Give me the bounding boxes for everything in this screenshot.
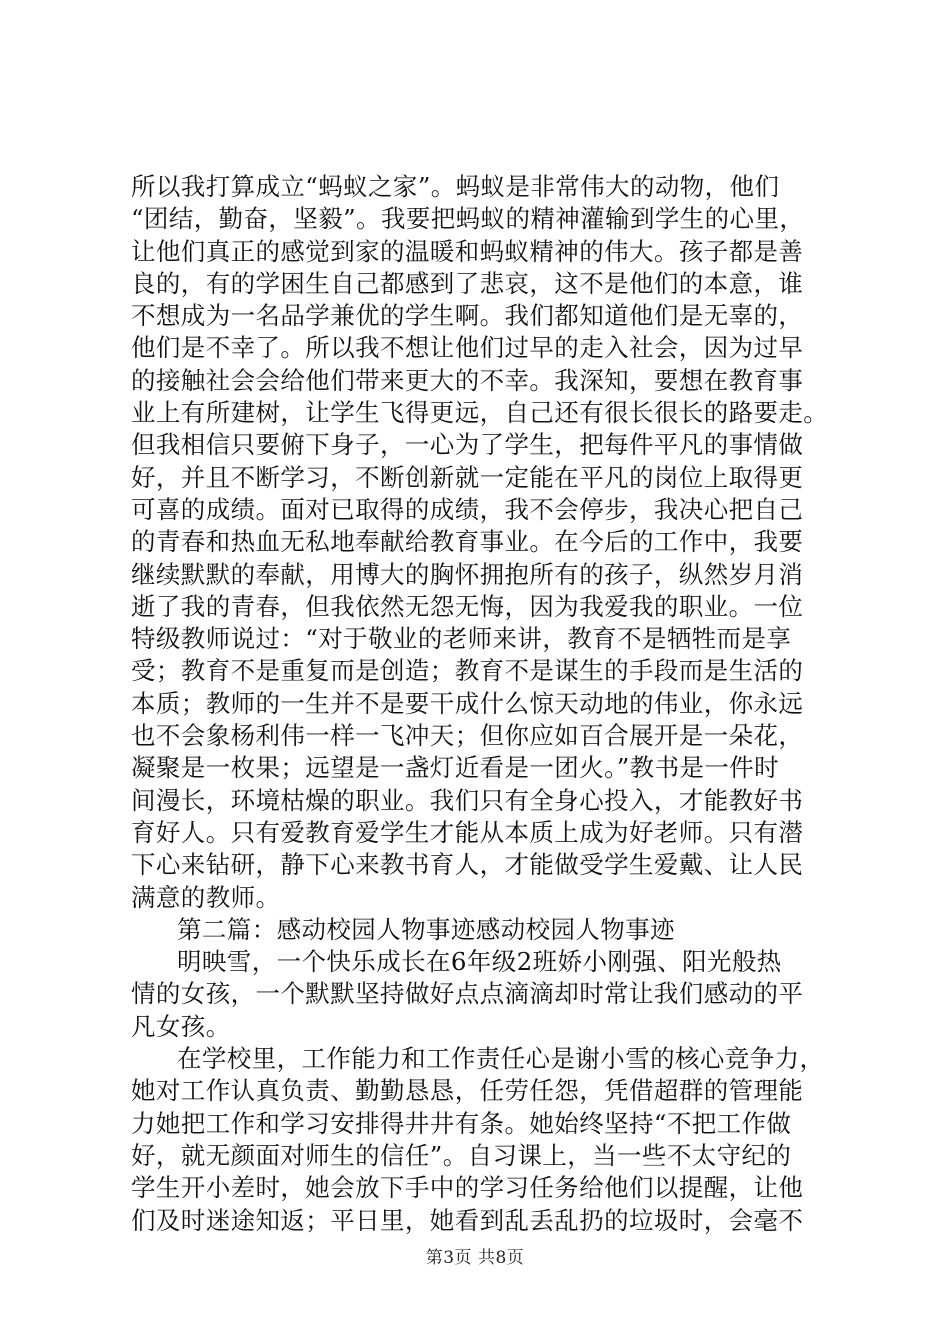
text-line: 她对工作认真负责、勤勤恳恳，任劳任怨，凭借超群的管理能 bbox=[131, 1076, 804, 1106]
text-line: 所以我打算成立“蚂蚁之家”。蚂蚁是非常伟大的动物，他们 bbox=[131, 172, 780, 201]
text-line: 明映雪，一个快乐成长在6年级2班娇小刚强、阳光般热 bbox=[177, 947, 782, 977]
text-line: 情的女孩，一个默默坚持做好点点滴滴却时常让我们感动的平 bbox=[131, 979, 804, 1009]
text-line: 第二篇：感动校园人物事迹感动校园人物事迹 bbox=[177, 914, 675, 944]
text-line: 让他们真正的感觉到家的温暖和蚂蚁精神的伟大。孩子都是善 bbox=[131, 236, 804, 266]
text-line: 逝了我的青春，但我依然无怨无悔，因为我爱我的职业。一位 bbox=[131, 591, 804, 621]
text-line: 好，就无颜面对师生的信任”。自习课上，当一些不太守纪的 bbox=[131, 1140, 792, 1170]
text-line: 下心来钻研，静下心来教书育人，才能做受学生爱戴、让人民 bbox=[131, 850, 804, 880]
text-line: 良的，有的学困生自己都感到了悲哀，这不是他们的本意，谁 bbox=[131, 268, 804, 298]
text-line: 间漫长，环境枯燥的职业。我们只有全身心投入，才能教好书 bbox=[131, 785, 804, 815]
text-line: “团结，勤奋，坚毅”。我要把蚂蚁的精神灌输到学生的心里， bbox=[131, 204, 805, 234]
text-line: 们及时迷途知返；平日里，她看到乱丢乱扔的垃圾时，会毫不 bbox=[131, 1205, 804, 1235]
text-line: 满意的教师。 bbox=[131, 882, 281, 912]
text-line: 学生开小差时，她会放下手中的学习任务给他们以提醒，让他 bbox=[131, 1173, 804, 1203]
text-line: 力她把工作和学习安排得井井有条。她始终坚持“不把工作做 bbox=[131, 1108, 792, 1138]
text-line: 不想成为一名品学兼优的学生啊。我们都知道他们是无辜的， bbox=[131, 301, 804, 331]
text-line: 的青春和热血无私地奉献给教育事业。在今后的工作中，我要 bbox=[131, 527, 804, 557]
text-line: 育好人。只有爱教育爱学生才能从本质上成为好老师。只有潜 bbox=[131, 817, 804, 847]
text-line: 凝聚是一枚果；远望是一盏灯近看是一团火。”教书是一件时 bbox=[131, 753, 780, 783]
text-line: 凡女孩。 bbox=[131, 1011, 231, 1041]
text-line: 在学校里，工作能力和工作责任心是谢小雪的核心竞争力， bbox=[177, 1044, 825, 1074]
text-line: 特级教师说过：“对于敬业的老师来讲，教育不是牺牲而是享 bbox=[131, 624, 792, 654]
text-line: 的接触社会会给他们带来更大的不幸。我深知，要想在教育事 bbox=[131, 365, 804, 395]
text-line: 也不会象杨利伟一样一飞冲天；但你应如百合展开是一朵花， bbox=[131, 721, 804, 751]
body-text bbox=[131, 171, 831, 1237]
text-line: 但我相信只要俯下身子，一心为了学生，把每件平凡的事情做 bbox=[131, 430, 804, 460]
text-line: 可喜的成绩。面对已取得的成绩，我不会停步，我决心把自己 bbox=[131, 494, 804, 524]
text-line: 本质；教师的一生并不是要干成什么惊天动地的伟业，你永远 bbox=[131, 688, 804, 718]
text-line: 受；教育不是重复而是创造；教育不是谋生的手段而是生活的 bbox=[131, 656, 804, 686]
text-line: 他们是不幸了。所以我不想让他们过早的走入社会，因为过早 bbox=[131, 333, 804, 363]
text-line: 好，并且不断学习，不断创新就一定能在平凡的岗位上取得更 bbox=[131, 462, 804, 492]
text-line: 业上有所建树，让学生飞得更远，自己还有很长很长的路要走。 bbox=[131, 398, 829, 428]
text-line: 继续默默的奉献，用博大的胸怀拥抱所有的孩子，纵然岁月消 bbox=[131, 559, 804, 589]
page-footer: 第3页 共8页 bbox=[425, 1248, 525, 1268]
